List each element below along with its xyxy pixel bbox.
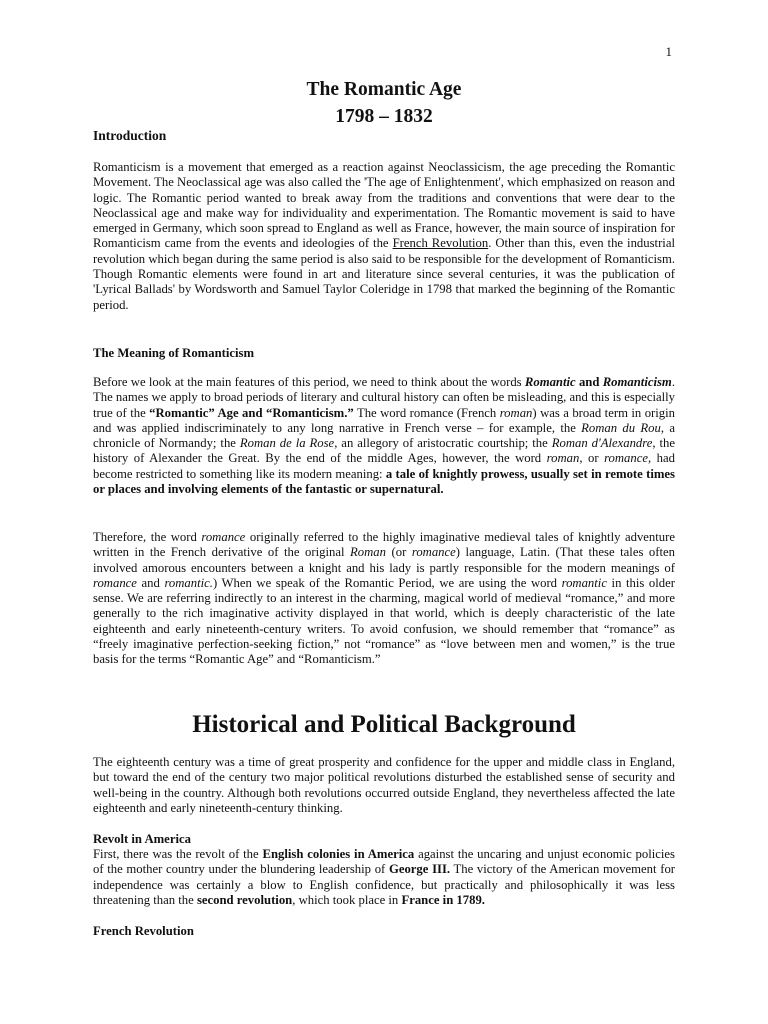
historical-background-heading: Historical and Political Background	[192, 711, 576, 738]
revolt-paragraph: First, there was the revolt of the English colonies in America against the uncaring and unjust economic policies of the mother country under the blundering leadership of George III. The victory of the American movement for independence was certainly a blow to English confidence, but practically and philosophically it was less threatening than the second revolution, which took place in France in 1789.	[93, 847, 676, 907]
page-number: 1	[665, 44, 672, 59]
page-subtitle-dates: 1798 – 1832	[335, 106, 433, 127]
french-revolution-link[interactable]: French Revolution	[392, 236, 489, 251]
introduction-heading: Introduction	[93, 128, 167, 143]
historical-paragraph: The eighteenth century was a time of great prosperity and confidence for the upper and middle class in England, but toward the end of the century two major political revolutions disturbed the established sense of security and well-being in the country. Although both revolutions occurred outside England, they nevertheless affected the late eighteenth and early nineteenth-century thinking.	[93, 755, 675, 815]
meaning-heading: The Meaning of Romanticism	[93, 346, 255, 360]
french-revolution-heading: French Revolution	[93, 924, 194, 938]
revolt-in-america-heading: Revolt in America	[93, 832, 191, 846]
meaning-paragraph: Before we look at the main features of this period, we need to think about the words Romantic and Romanticism. The names we apply to broad periods of literary and cultural history can often be misleading, and this is especially true of the “Romantic” Age and “Romanticism.” The word romance (French roman) was a broad term in origin and was applied indiscriminately to any long narrative in French verse – for example, the Roman du Rou, a chronicle of Normandy; the Roman de la Rose, an allegory of aristocratic courtship; the Roman d'Alexandre, the history of Alexander the Great. By the end of the middle Ages, however, the word roman, or romance, had become restricted to something like its modern meaning: a tale of knightly prowess, usually set in remote times or places and involving elements of the fantastic or supernatural.	[93, 375, 676, 497]
page-title: The Romantic Age	[306, 79, 462, 100]
therefore-paragraph: Therefore, the word romance originally referred to the highly imaginative medieval tales of knightly adventure written in the French derivative of the original Roman (or romance) language, Latin. (That these tales often involved amorous encounters between a knight and his lady is partly responsible for the modern meanings of romance and romantic.) When we speak of the Romantic Period, we are using the word romantic in this older sense. We are referring indirectly to an interest in the charming, magical world of medieval “romance,” and more generally to the rich imaginative activity displayed in that world, which is deeply characteristic of the late eighteenth and early nineteenth-century writers. To avoid confusion, we should remember that “romance” as “freely imaginative perfection-seeking fiction,” not “romance” as “love between men and women,” is the true basis for the terms “Romantic Age” and “Romanticism.”	[93, 530, 675, 667]
introduction-paragraph: Romanticism is a movement that emerged as a reaction against Neoclassicism, the age preceding the Romantic Movement. The Neoclassical age was also called the 'The age of Enlightenment', which emphasized on reason and logic. The Romantic period wanted to break away from the traditions and conventions that were dear to the Neoclassical age and make way for individuality and experimentation. The Romantic movement is said to have emerged in Germany, which soon spread to England as well as France, however, the main source of inspiration for Romanticism came from the events and ideologies of the French Revolution. Other than this, even the industrial revolution which began during the same period is also said to be responsible for the development of Romanticism. Though Romantic elements were found in art and literature since several centuries, it was the publication of 'Lyrical Ballads' by Wordsworth and Samuel Taylor Coleridge in 1798 that marked the beginning of the Romantic period.	[93, 160, 675, 312]
